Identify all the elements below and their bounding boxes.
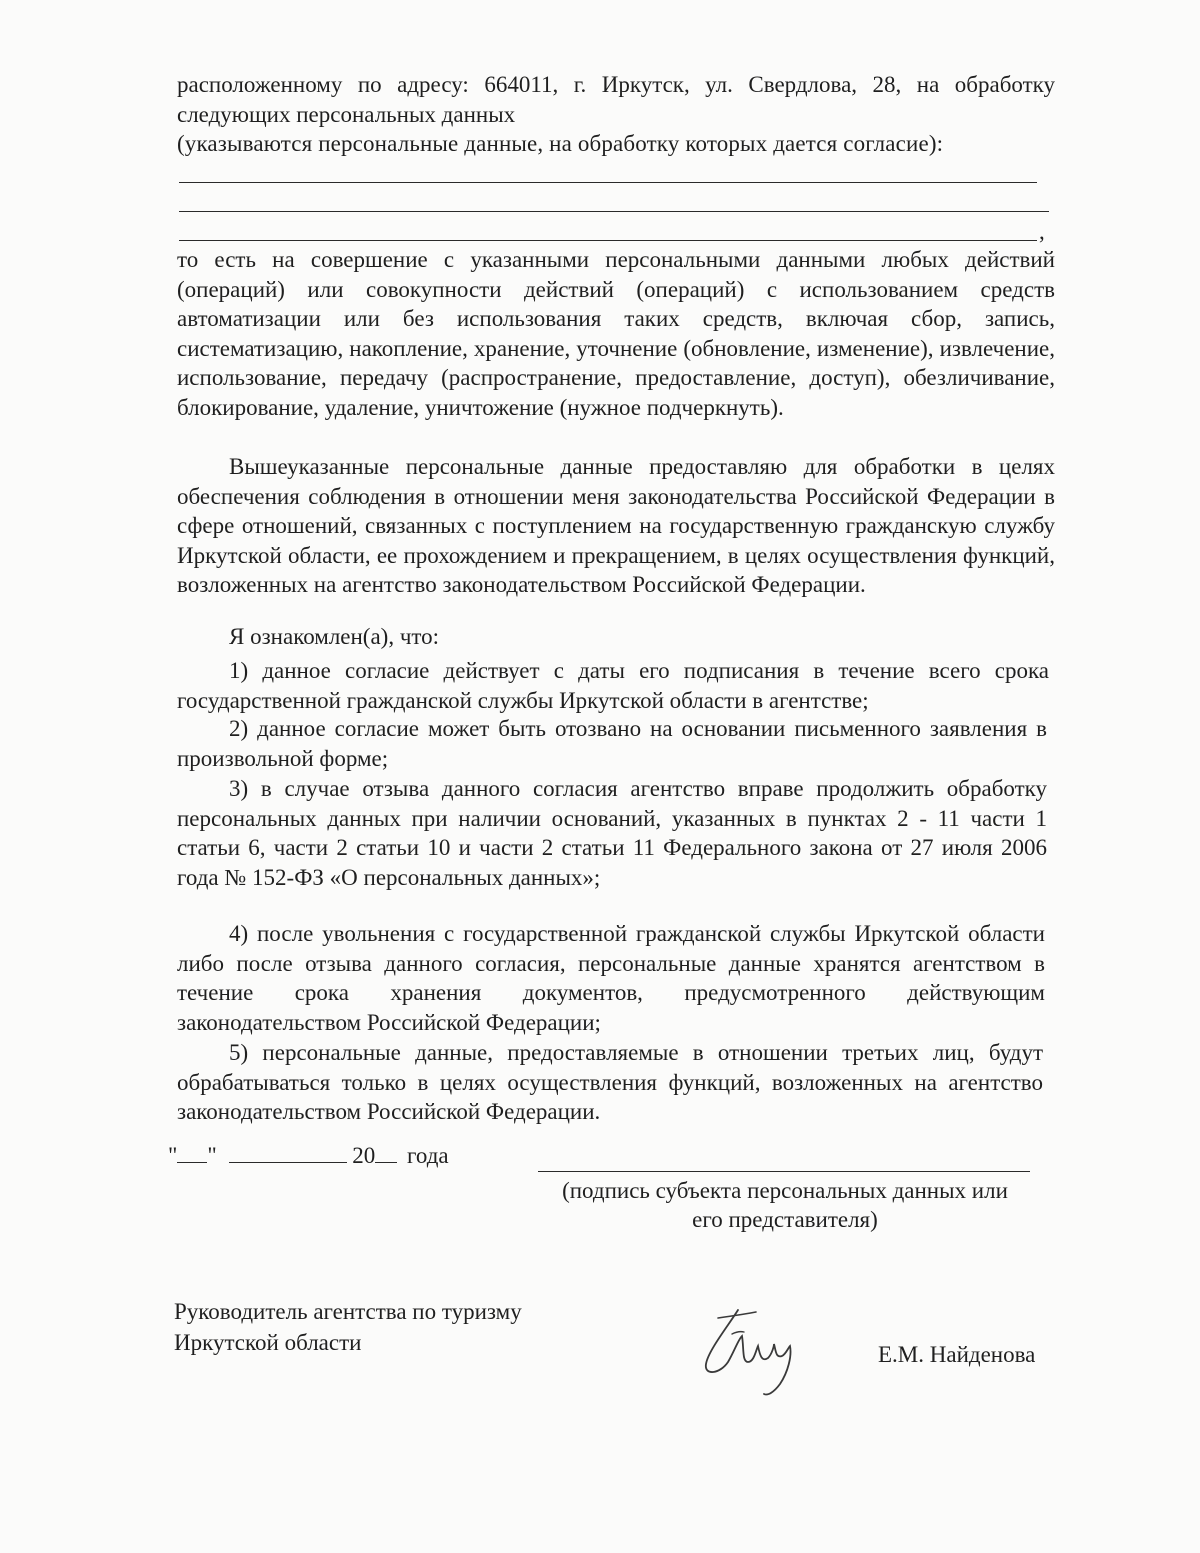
blank-line-1 <box>179 182 1037 183</box>
month-blank <box>229 1140 347 1163</box>
signature-caption: (подпись субъекта персональных данных или его представителя) <box>562 1178 1008 1232</box>
list-item: 1) данное согласие действует с даты его подписания в течение всего срока государственной гражданской службы Иркутской области в агентстве; <box>177 658 1049 713</box>
day-blank <box>177 1140 207 1163</box>
data-note: (указываются персональные данные, на обработку которых дается согласие): <box>177 131 944 156</box>
list-item: 4) после увольнения с государственной гражданской службы Иркутской области либо после отзыва данного согласия, персональные данные хранятся агентством в течение срока хранения документов, предусмотренного действующим законодательством Российской Федерации; <box>177 921 1045 1035</box>
signature-stroke-mid <box>732 1332 744 1334</box>
blank-comma: , <box>1039 219 1045 244</box>
list-item: 5) персональные данные, предоставляемые в отношении третьих лиц, будут обрабатываться только в целях осуществления функций, возложенных на агентство законодательством Российской Федерации. <box>177 1040 1043 1124</box>
acknowledgement-heading: Я ознакомлен(а), что: <box>229 624 440 649</box>
purpose-paragraph: Вышеуказанные персональные данные предоставляю для обработки в целях обеспечения соблюдения в отношении меня законодательства Российской Федерации в сфере отношений, связанных с поступлением на государственную гражданскую службу Иркутской области, ее прохождением и прекращением, в целях осуществления функций, возложенных на агентство законодательством Российской Федерации. <box>177 454 1055 597</box>
actions-paragraph: то есть на совершение с указанными персональными данными любых действий (операций) или совокупности действий (операций) с использованием средств автоматизации или без использования таких средств, включая сбор, запись, систематизацию, накопление, хранение, уточнение (обновление, изменение), извлечение, использование, передачу (распространение, предоставление, доступ), обезличивание, блокирование, удаление, уничтожение (нужное подчеркнуть). <box>177 247 1055 420</box>
address-paragraph <box>177 70 1055 129</box>
list-item: 2) данное согласие может быть отозвано на основании письменного заявления в произвольной форме; <box>177 716 1047 771</box>
address-text: расположенному по адресу: 664011, г. Иркутск, ул. Свердлова, 28, на обработку следующих персональных данных <box>177 72 1055 127</box>
head-position: Руководитель агентства по туризму Иркутской области <box>174 1299 522 1355</box>
signature-stroke <box>706 1310 791 1395</box>
year-blank <box>375 1140 397 1163</box>
blank-line-2 <box>179 211 1049 212</box>
signature-line <box>538 1171 1030 1172</box>
handwritten-signature <box>698 1296 808 1406</box>
list-item: 3) в случае отзыва данного согласия агентство вправе продолжить обработку персональных данных при наличии оснований, указанных в пунктах 2 - 11 части 1 статьи 6, части 2 статьи 10 и части 2 статьи 11 Федерального закона от 27 июля 2006 года № 152-ФЗ «О персональных данных»; <box>177 776 1047 890</box>
head-name: Е.М. Найденова <box>878 1342 1036 1367</box>
blank-line-3 <box>179 240 1037 241</box>
date-field: " " 20 года <box>168 1140 449 1169</box>
